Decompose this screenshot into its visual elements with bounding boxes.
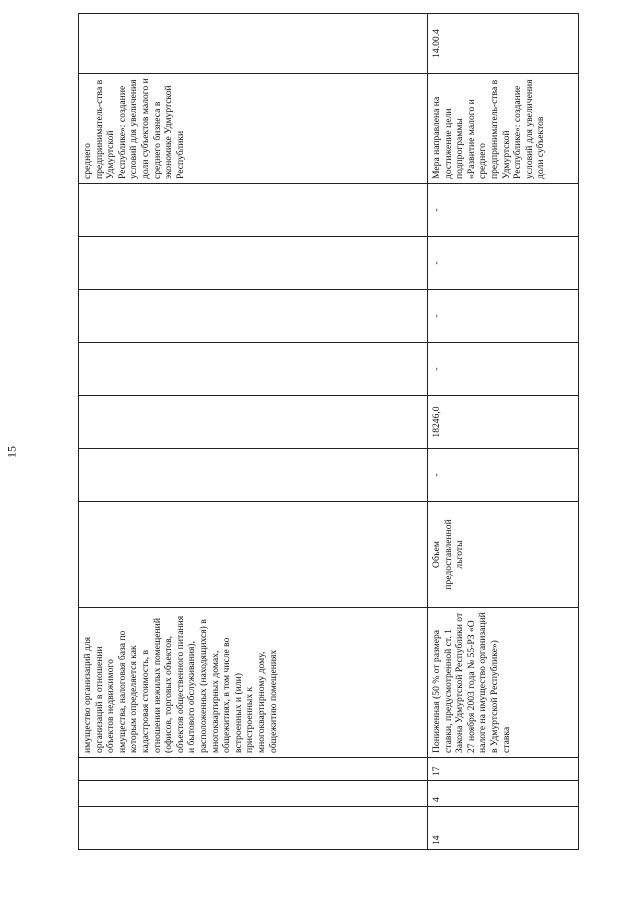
cell-row-number: 14 — [428, 807, 579, 850]
cell-col3: 17 — [428, 758, 579, 781]
cell-goal-description: Мера направлена на достижение цели подпрограммы «Развитие малого и среднего предприниматель-ства в Удмуртской Республике»: создание условий для увеличения доли субъектов — [428, 74, 579, 184]
cell-col7-value: 18246,0 — [428, 396, 579, 449]
cell-prev-description: имущество организаций для организаций в отношении объектов недвижимого имущества, налоговая база по которым определяется как кадастровая стоимость, в отношении нежилых помещений (офисов, торговых объектов, объектов общественного питания и бытового обслуживания), расположенных (находящихся) в многоквартирных домах, общежитиях, в том числе во встроенных и (или) пристроенных к многоквартирному дому, общежитию помещениях — [79, 608, 428, 758]
cell-code: 14.00.4 — [428, 14, 579, 74]
cell-indicator: Объем предоставленной льготы — [428, 502, 579, 608]
rotated-table-sheet — [78, 29, 578, 850]
cell-col8: - — [428, 343, 579, 396]
cell-prev-col8 — [79, 343, 428, 396]
tax-benefits-table — [78, 13, 579, 850]
cell-col10: - — [428, 237, 579, 290]
page-number: 15 — [4, 446, 19, 458]
cell-col9: - — [428, 290, 579, 343]
cell-prev-col2 — [79, 781, 428, 807]
cell-col2: 4 — [428, 781, 579, 807]
cell-prev-goal: среднего предприниматель-ства в Удмуртской Республике»: создание условий для увеличения доли субъектов малого и среднего бизнеса в экономике Удмуртской Республики — [79, 74, 428, 184]
table-row-continuation — [79, 14, 428, 850]
cell-col11: - — [428, 184, 579, 237]
cell-prev-col13 — [79, 14, 428, 74]
cell-prev-number — [79, 807, 428, 850]
table-row-14 — [428, 14, 579, 850]
cell-prev-col5 — [79, 502, 428, 608]
cell-prev-col7 — [79, 396, 428, 449]
cell-prev-col6 — [79, 449, 428, 502]
table-container — [78, 29, 578, 850]
cell-benefit-description: Пониженная (50 % от размера ставки, предусмотренной ст. 1 Закона Удмуртской Республики от 27 ноября 2003 года № 55-РЗ «О налоге на имущество организаций в Удмуртской Республике») ставка — [428, 608, 579, 758]
cell-prev-col9 — [79, 290, 428, 343]
cell-prev-col10 — [79, 237, 428, 290]
cell-prev-col11 — [79, 184, 428, 237]
cell-col6: - — [428, 449, 579, 502]
cell-prev-col3 — [79, 758, 428, 781]
